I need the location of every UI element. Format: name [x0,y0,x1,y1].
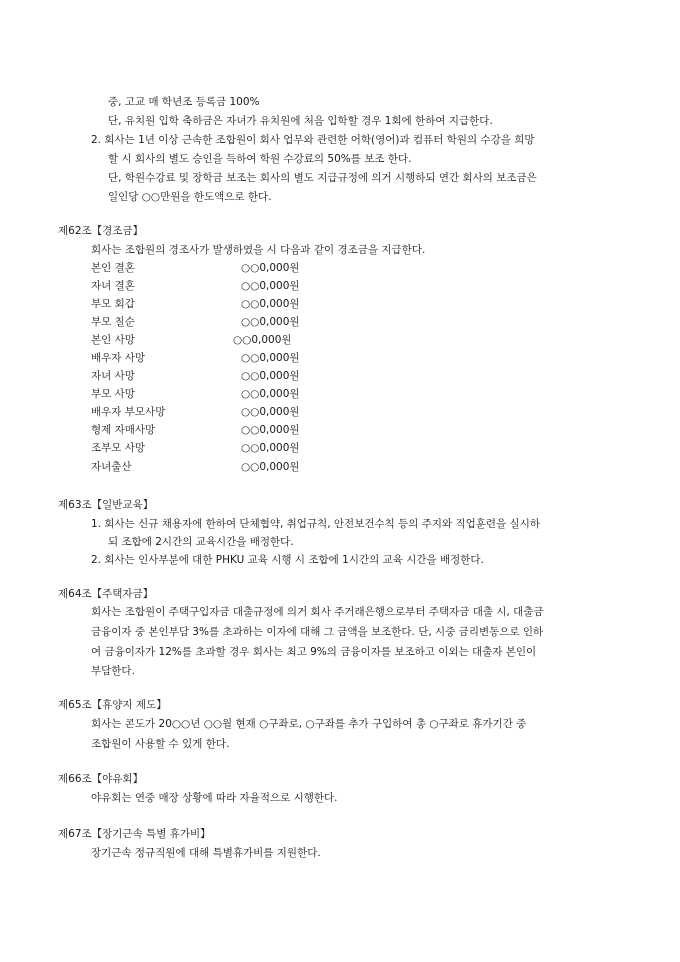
numbered-item: 2. 회사는 인사부분에 대한 PHKU 교육 시행 시 조합에 1시간의 교육 시간을 배정한다. [91,554,484,566]
article-title: 제67조【장기근속 특별 휴가비】 [58,828,211,840]
paragraph-line: 장기근속 정규직원에 대해 특별휴가비를 지원한다. [91,847,321,859]
paragraph-line: 금융이자 중 본인부담 3%를 초과하는 이자에 대해 그 금액을 보조한다. 단, 시중 금리변동으로 인하 [91,626,544,638]
amount-value: ○○0,000원 [241,298,300,310]
article-title: 제64조【주택자금】 [58,588,154,600]
paragraph-line: 회사는 조합원의 경조사가 발생하였을 시 다음과 같이 경조금을 지급한다. [91,244,426,256]
amount-value: ○○0,000원 [241,280,300,292]
numbered-item: 1. 회사는 신규 채용자에 한하여 단체협약, 취업규칙, 안전보건수칙 등의 주지와 직업훈련을 실시하 [91,518,540,530]
article-title: 제66조【야유회】 [58,773,144,785]
numbered-item: 2. 회사는 1년 이상 근속한 조합원이 회사 업무와 관련한 어학(영어)과 컴퓨터 학원의 수강을 희망 [91,134,535,146]
paragraph-line: 중, 고교 매 학년조 등록금 100% [108,96,260,108]
event-label: 자녀출산 [91,461,132,473]
event-label: 본인 결혼 [91,262,135,274]
event-label: 본인 사망 [91,334,135,346]
paragraph-line: 되 조합에 2시간의 교육시간을 배정한다. [108,536,294,548]
event-label: 자녀 결혼 [91,280,135,292]
article-title: 제63조【일반교육】 [58,499,154,511]
amount-value: ○○0,000원 [241,406,300,418]
paragraph-line: 회사는 콘도가 20○○년 ○○월 현재 ○구좌로, ○구좌를 추가 구입하여 총 ○구좌로 휴가기간 중 [91,718,527,730]
amount-value: ○○0,000원 [241,388,300,400]
event-label: 자녀 사망 [91,370,135,382]
amount-value: ○○0,000원 [241,262,300,274]
event-label: 조부모 사망 [91,442,146,454]
paragraph-line: 야유회는 연중 매장 상황에 따라 자율적으로 시행한다. [91,792,338,804]
event-label: 부모 사망 [91,388,135,400]
amount-value: ○○0,000원 [241,316,300,328]
paragraph-line: 단, 유치원 입학 축하금은 자녀가 유치원에 처음 입학할 경우 1회에 한하여 지급한다. [108,115,493,127]
paragraph-line: 여 금융이자가 12%를 초과할 경우 회사는 최고 9%의 금융이자를 보조하고 이외는 대출자 본인이 [91,646,537,658]
paragraph-line: 단, 학원수강료 및 장학금 보조는 회사의 별도 지급규정에 의거 시행하되 연간 회사의 보조금은 [108,172,537,184]
amount-value: ○○0,000원 [241,352,300,364]
paragraph-line: 부담한다. [91,665,135,677]
paragraph-line: 일인당 ○○만원을 한도액으로 한다. [108,191,272,203]
amount-value: ○○0,000원 [241,424,300,436]
event-label: 형제 자매사망 [91,424,156,436]
event-label: 부모 회갑 [91,298,135,310]
paragraph-line: 회사는 조합원이 주택구입자금 대출규정에 의거 회사 주거래은행으로부터 주택자금 대출 시, 대출금 [91,606,544,618]
paragraph-line: 할 시 회사의 별도 승인을 득하여 학원 수강료의 50%를 보조 한다. [108,153,412,165]
amount-value: ○○0,000원 [241,370,300,382]
amount-value: ○○0,000원 [233,334,292,346]
amount-value: ○○0,000원 [241,442,300,454]
amount-value: ○○0,000원 [241,461,300,473]
article-title: 제62조【경조금】 [58,225,144,237]
article-title: 제65조【휴양지 제도】 [58,699,167,711]
event-label: 부모 칠순 [91,316,135,328]
event-label: 배우자 부모사망 [91,406,166,418]
paragraph-line: 조합원이 사용할 수 있게 한다. [91,738,230,750]
event-label: 배우자 사망 [91,352,146,364]
